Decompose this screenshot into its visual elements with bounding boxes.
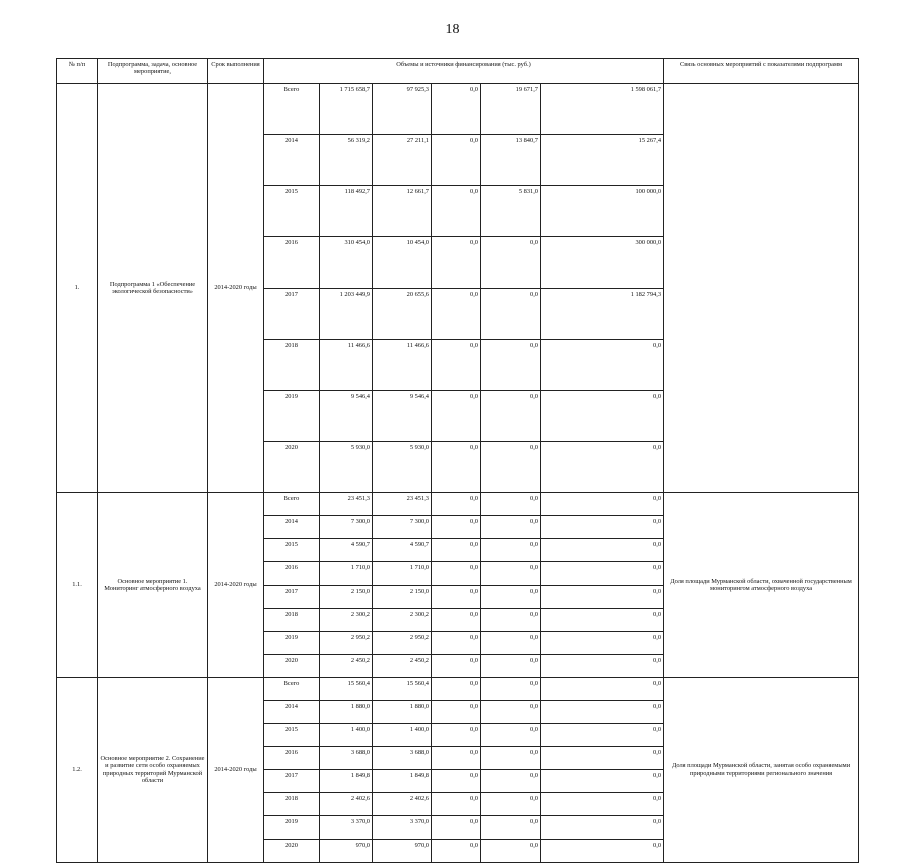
amount-cell: 0,0 xyxy=(481,770,541,793)
amount-cell: 5 930,0 xyxy=(373,441,432,492)
amount-cell: 97 925,3 xyxy=(373,84,432,135)
amount-cell: 4 590,7 xyxy=(373,539,432,562)
amount-cell: 5 831,0 xyxy=(481,186,541,237)
amount-cell: 1 849,8 xyxy=(373,770,432,793)
amount-cell: 11 466,6 xyxy=(373,339,432,390)
amount-cell: 0,0 xyxy=(481,839,541,862)
amount-cell: 0,0 xyxy=(432,516,481,539)
header-num: № п/п xyxy=(57,59,98,84)
table-row xyxy=(57,677,859,700)
amount-cell: 10 454,0 xyxy=(373,237,432,288)
year-cell: Всего xyxy=(264,84,320,135)
header-name: Подпрограмма, задача, основное мероприятие, xyxy=(98,59,208,84)
table-row xyxy=(57,493,859,516)
amount-cell: 0,0 xyxy=(481,724,541,747)
amount-cell: 12 661,7 xyxy=(373,186,432,237)
amount-cell: 1 880,0 xyxy=(320,701,373,724)
link-indicators: Доля площади Мурманской области, занятая особо охраняемыми природными территориями регионального значения xyxy=(664,677,859,862)
amount-cell: 0,0 xyxy=(481,701,541,724)
year-cell: 2020 xyxy=(264,441,320,492)
section-period: 2014-2020 годы xyxy=(208,84,264,493)
section-period: 2014-2020 годы xyxy=(208,493,264,678)
amount-cell: 0,0 xyxy=(432,793,481,816)
amount-cell: 0,0 xyxy=(432,237,481,288)
amount-cell: 0,0 xyxy=(481,339,541,390)
amount-cell: 23 451,3 xyxy=(320,493,373,516)
amount-cell: 0,0 xyxy=(481,562,541,585)
amount-cell: 0,0 xyxy=(481,585,541,608)
year-cell: 2015 xyxy=(264,186,320,237)
year-cell: 2020 xyxy=(264,839,320,862)
amount-cell: 2 450,2 xyxy=(373,654,432,677)
amount-cell: 0,0 xyxy=(541,770,664,793)
amount-cell: 0,0 xyxy=(432,770,481,793)
amount-cell: 0,0 xyxy=(481,288,541,339)
amount-cell: 56 319,2 xyxy=(320,135,373,186)
amount-cell: 0,0 xyxy=(541,441,664,492)
amount-cell: 0,0 xyxy=(432,539,481,562)
amount-cell: 0,0 xyxy=(541,701,664,724)
amount-cell: 0,0 xyxy=(481,608,541,631)
year-cell: 2015 xyxy=(264,539,320,562)
amount-cell: 0,0 xyxy=(432,608,481,631)
amount-cell: 0,0 xyxy=(432,135,481,186)
table-row xyxy=(57,84,859,135)
amount-cell: 0,0 xyxy=(541,493,664,516)
amount-cell: 7 300,0 xyxy=(320,516,373,539)
amount-cell: 1 710,0 xyxy=(320,562,373,585)
amount-cell: 0,0 xyxy=(432,339,481,390)
amount-cell: 0,0 xyxy=(481,747,541,770)
amount-cell: 100 000,0 xyxy=(541,186,664,237)
amount-cell: 0,0 xyxy=(481,793,541,816)
year-cell: 2018 xyxy=(264,793,320,816)
header-funding: Объемы и источники финансирования (тыс. руб.) xyxy=(264,59,664,84)
section-number: 1.2. xyxy=(57,677,98,862)
header-period: Срок выполнения xyxy=(208,59,264,84)
amount-cell: 0,0 xyxy=(481,237,541,288)
amount-cell: 0,0 xyxy=(541,839,664,862)
amount-cell: 1 182 794,3 xyxy=(541,288,664,339)
amount-cell: 0,0 xyxy=(432,654,481,677)
amount-cell: 15 560,4 xyxy=(373,677,432,700)
amount-cell: 0,0 xyxy=(432,562,481,585)
amount-cell: 0,0 xyxy=(481,539,541,562)
year-cell: 2014 xyxy=(264,516,320,539)
amount-cell: 4 590,7 xyxy=(320,539,373,562)
amount-cell: 7 300,0 xyxy=(373,516,432,539)
amount-cell: 20 655,6 xyxy=(373,288,432,339)
header-link: Связь основных мероприятий с показателями подпрограмм xyxy=(664,59,859,84)
year-cell: Всего xyxy=(264,677,320,700)
amount-cell: 2 402,6 xyxy=(320,793,373,816)
amount-cell: 13 840,7 xyxy=(481,135,541,186)
link-indicators xyxy=(664,84,859,493)
amount-cell: 0,0 xyxy=(541,747,664,770)
header-row xyxy=(57,59,859,84)
amount-cell: 2 450,2 xyxy=(320,654,373,677)
amount-cell: 1 400,0 xyxy=(373,724,432,747)
amount-cell: 0,0 xyxy=(541,793,664,816)
financing-table xyxy=(56,58,859,863)
amount-cell: 970,0 xyxy=(373,839,432,862)
amount-cell: 0,0 xyxy=(432,288,481,339)
year-cell: 2018 xyxy=(264,608,320,631)
amount-cell: 15 267,4 xyxy=(541,135,664,186)
amount-cell: 0,0 xyxy=(541,724,664,747)
amount-cell: 118 492,7 xyxy=(320,186,373,237)
year-cell: 2015 xyxy=(264,724,320,747)
amount-cell: 2 300,2 xyxy=(373,608,432,631)
year-cell: 2016 xyxy=(264,747,320,770)
amount-cell: 0,0 xyxy=(432,701,481,724)
amount-cell: 0,0 xyxy=(481,441,541,492)
amount-cell: 0,0 xyxy=(541,677,664,700)
year-cell: Всего xyxy=(264,493,320,516)
year-cell: 2017 xyxy=(264,288,320,339)
amount-cell: 0,0 xyxy=(432,677,481,700)
amount-cell: 2 950,2 xyxy=(320,631,373,654)
amount-cell: 0,0 xyxy=(432,724,481,747)
amount-cell: 0,0 xyxy=(541,631,664,654)
amount-cell: 0,0 xyxy=(481,816,541,839)
amount-cell: 1 710,0 xyxy=(373,562,432,585)
amount-cell: 310 454,0 xyxy=(320,237,373,288)
year-cell: 2019 xyxy=(264,631,320,654)
amount-cell: 0,0 xyxy=(481,677,541,700)
section-name: Подпрограмма 1 «Обеспечение экологической безопасности» xyxy=(98,84,208,493)
amount-cell: 3 370,0 xyxy=(320,816,373,839)
link-indicators: Доля площади Мурманской области, охваченной государственным мониторингом атмосферного воздуха xyxy=(664,493,859,678)
section-number: 1. xyxy=(57,84,98,493)
year-cell: 2018 xyxy=(264,339,320,390)
amount-cell: 0,0 xyxy=(432,390,481,441)
section-name: Основное мероприятие 1. Мониторинг атмосферного воздуха xyxy=(98,493,208,678)
amount-cell: 0,0 xyxy=(541,585,664,608)
year-cell: 2016 xyxy=(264,237,320,288)
amount-cell: 19 671,7 xyxy=(481,84,541,135)
amount-cell: 0,0 xyxy=(541,516,664,539)
section-number: 1.1. xyxy=(57,493,98,678)
amount-cell: 2 300,2 xyxy=(320,608,373,631)
amount-cell: 0,0 xyxy=(541,339,664,390)
amount-cell: 0,0 xyxy=(432,747,481,770)
amount-cell: 0,0 xyxy=(432,186,481,237)
amount-cell: 23 451,3 xyxy=(373,493,432,516)
amount-cell: 1 715 658,7 xyxy=(320,84,373,135)
year-cell: 2017 xyxy=(264,585,320,608)
amount-cell: 0,0 xyxy=(481,516,541,539)
amount-cell: 0,0 xyxy=(481,654,541,677)
year-cell: 2017 xyxy=(264,770,320,793)
amount-cell: 11 466,6 xyxy=(320,339,373,390)
amount-cell: 15 560,4 xyxy=(320,677,373,700)
amount-cell: 0,0 xyxy=(432,585,481,608)
amount-cell: 2 402,6 xyxy=(373,793,432,816)
amount-cell: 0,0 xyxy=(432,631,481,654)
amount-cell: 1 880,0 xyxy=(373,701,432,724)
amount-cell: 27 211,1 xyxy=(373,135,432,186)
amount-cell: 1 849,8 xyxy=(320,770,373,793)
amount-cell: 0,0 xyxy=(541,562,664,585)
section-period: 2014-2020 годы xyxy=(208,677,264,862)
table-body xyxy=(57,84,859,863)
amount-cell: 0,0 xyxy=(432,493,481,516)
amount-cell: 0,0 xyxy=(541,539,664,562)
amount-cell: 1 598 061,7 xyxy=(541,84,664,135)
amount-cell: 1 400,0 xyxy=(320,724,373,747)
amount-cell: 300 000,0 xyxy=(541,237,664,288)
amount-cell: 0,0 xyxy=(541,816,664,839)
amount-cell: 3 688,0 xyxy=(320,747,373,770)
amount-cell: 970,0 xyxy=(320,839,373,862)
year-cell: 2014 xyxy=(264,135,320,186)
amount-cell: 3 370,0 xyxy=(373,816,432,839)
amount-cell: 9 546,4 xyxy=(373,390,432,441)
amount-cell: 0,0 xyxy=(481,390,541,441)
amount-cell: 0,0 xyxy=(541,608,664,631)
amount-cell: 0,0 xyxy=(541,390,664,441)
section-name: Основное мероприятие 2. Сохранение и развитие сети особо охраняемых природных территорий Мурманской области xyxy=(98,677,208,862)
amount-cell: 2 150,0 xyxy=(373,585,432,608)
amount-cell: 5 930,0 xyxy=(320,441,373,492)
year-cell: 2014 xyxy=(264,701,320,724)
year-cell: 2019 xyxy=(264,390,320,441)
year-cell: 2020 xyxy=(264,654,320,677)
amount-cell: 9 546,4 xyxy=(320,390,373,441)
page-number: 18 xyxy=(445,22,460,37)
year-cell: 2019 xyxy=(264,816,320,839)
amount-cell: 0,0 xyxy=(432,816,481,839)
year-cell: 2016 xyxy=(264,562,320,585)
amount-cell: 1 203 449,9 xyxy=(320,288,373,339)
amount-cell: 2 150,0 xyxy=(320,585,373,608)
amount-cell: 0,0 xyxy=(481,493,541,516)
amount-cell: 0,0 xyxy=(481,631,541,654)
amount-cell: 2 950,2 xyxy=(373,631,432,654)
amount-cell: 0,0 xyxy=(432,84,481,135)
amount-cell: 0,0 xyxy=(541,654,664,677)
amount-cell: 0,0 xyxy=(432,441,481,492)
amount-cell: 0,0 xyxy=(432,839,481,862)
amount-cell: 3 688,0 xyxy=(373,747,432,770)
